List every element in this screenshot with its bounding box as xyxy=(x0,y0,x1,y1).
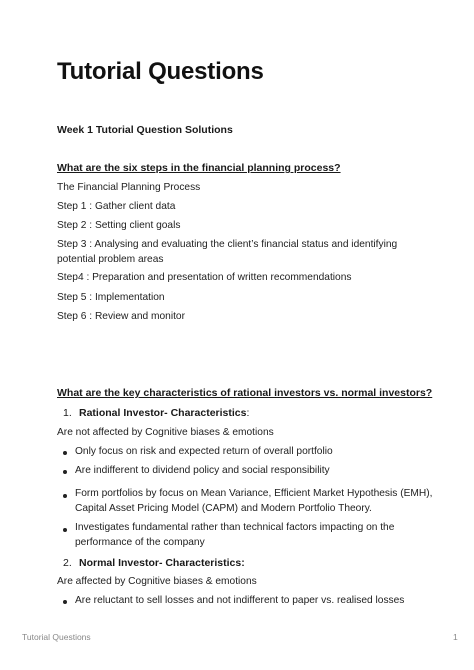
rational-bullet-4: Investigates fundamental rather than technical factors impacting on the performance of the company xyxy=(75,522,395,548)
normal-investor-heading xyxy=(63,557,245,569)
rational-bullet-2: Are indifferent to dividend policy and social responsibility xyxy=(75,465,330,476)
rational-bullet-3: Form portfolios by focus on Mean Variance, Efficient Market Hypothesis (EMH), Capital Asset Pricing Model (CAPM) and Modern Portfolio Theory. xyxy=(75,488,433,514)
document-subtitle: Week 1 Tutorial Question Solutions xyxy=(57,124,233,136)
step-2: Step 2 : Setting client goals xyxy=(57,220,181,231)
bullet-icon xyxy=(63,451,67,455)
bullet-icon xyxy=(63,494,67,498)
question-1-heading: What are the six steps in the financial planning process? xyxy=(57,162,341,174)
rational-heading-colon: : xyxy=(246,407,250,419)
rational-heading-text: Rational Investor- Characteristics xyxy=(79,407,247,419)
question-2-heading: What are the key characteristics of rational investors vs. normal investors? xyxy=(57,387,433,399)
section-intro: The Financial Planning Process xyxy=(57,182,201,193)
normal-lead: Are affected by Cognitive biases & emotions xyxy=(57,576,257,587)
list-number: 2. xyxy=(63,557,72,569)
normal-heading-text: Normal Investor- Characteristics: xyxy=(79,557,245,569)
step-5: Step 5 : Implementation xyxy=(57,292,165,303)
rational-lead: Are not affected by Cognitive biases & emotions xyxy=(57,427,274,438)
bullet-icon xyxy=(63,470,67,474)
list-number: 1. xyxy=(63,407,72,419)
step-1: Step 1 : Gather client data xyxy=(57,201,176,212)
normal-bullet-1: Are reluctant to sell losses and not indifferent to paper vs. realised losses xyxy=(75,595,405,606)
rational-investor-heading xyxy=(63,407,249,419)
rational-bullet-1: Only focus on risk and expected return of overall portfolio xyxy=(75,446,333,457)
step-4: Step4 : Preparation and presentation of written recommendations xyxy=(57,272,352,283)
page-title: Tutorial Questions xyxy=(57,58,264,85)
page-number: 1 xyxy=(453,632,458,642)
bullet-icon xyxy=(63,528,67,532)
step-3: Step 3 : Analysing and evaluating the client’s financial status and identifying potential problem areas xyxy=(57,239,398,265)
footer-title: Tutorial Questions xyxy=(22,632,91,642)
bullet-icon xyxy=(63,600,67,604)
step-6: Step 6 : Review and monitor xyxy=(57,311,185,322)
